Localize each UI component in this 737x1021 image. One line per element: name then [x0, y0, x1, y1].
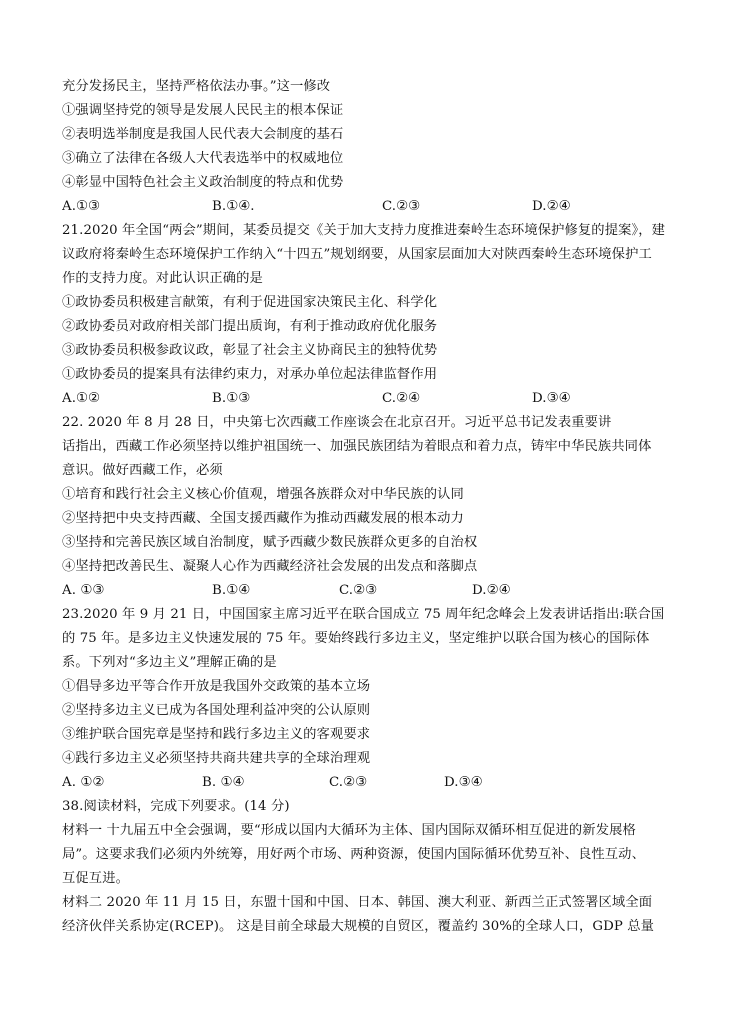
- q20-option-2: ②表明选举制度是我国人民代表大会制度的基石: [62, 127, 344, 142]
- q21-stem-line-3: 作的支持力度。对此认识正确的是: [62, 271, 263, 286]
- answer-a: A. ①②: [62, 775, 105, 790]
- material-1-line-3: 互促互进。: [62, 871, 129, 886]
- answer-a: A.①③: [62, 199, 101, 214]
- answer-d: D.②④: [472, 583, 511, 598]
- material-1-line-1: 材料一 十九届五中全会强调，要“形成以国内大循环为主体、国内国际双循环相互促进的新发展格: [62, 823, 636, 838]
- material-2-line-1: 材料二 2020 年 11 月 15 日，东盟十国和中国、日本、韩国、澳大利亚、新西兰正式签署区域全面: [62, 895, 653, 910]
- q20-option-4: ④彰显中国特色社会主义政治制度的特点和优势: [62, 175, 344, 190]
- answer-c: C.②③: [329, 775, 368, 790]
- q20-stem-line: 充分发扬民主，坚持严格依法办事。”这一修改: [62, 79, 331, 94]
- q23-option-2: ②坚持多边主义已成为各国处理利益冲突的公认原则: [62, 703, 371, 718]
- answer-b: B.①④: [212, 583, 251, 598]
- q22-option-3: ③坚持和完善民族区域自治制度，赋予西藏少数民族群众更多的自治权: [62, 535, 478, 550]
- q23-stem-line-3: 系。下列对“多边主义”理解正确的是: [62, 655, 277, 670]
- q23-stem-line-2: 的 75 年。是多边主义快速发展的 75 年。要始终践行多边主义，坚定维护以联合国为核心的国际体: [62, 631, 650, 646]
- material-2-line-2: 经济伙伴关系协定(RCEP)。 这是目前全球最大规模的自贸区，覆盖约 30%的全球人口，GDP 总量: [62, 919, 655, 934]
- answer-d: D.③④: [532, 391, 571, 406]
- q23-option-3: ③维护联合国宪章是坚持和践行多边主义的客观要求: [62, 727, 371, 742]
- q22-option-2: ②坚持把中央支持西藏、全国支援西藏作为推动西藏发展的根本动力: [62, 511, 464, 526]
- answer-c: C.②③: [339, 583, 378, 598]
- q21-stem-line-2: 议政府将秦岭生态环境保护工作纳入“十四五”规划纲要，从国家层面加大对陕西秦岭生态环境保护工: [62, 247, 652, 262]
- q22-option-4: ④坚持把改善民生、凝聚人心作为西藏经济社会发展的出发点和落脚点: [62, 559, 478, 574]
- answer-b: B.①③: [212, 391, 251, 406]
- q21-option-2: ②政协委员对政府相关部门提出质询，有利于推动政府优化服务: [62, 319, 438, 334]
- answer-c: C.②④: [382, 391, 421, 406]
- q21-option-3: ③政协委员积极参政议政，彰显了社会主义协商民主的独特优势: [62, 343, 438, 358]
- answer-d: D.②④: [532, 199, 571, 214]
- q20-option-1: ①强调坚持党的领导是发展人民民主的根本保证: [62, 103, 344, 118]
- answer-a: A. ①③: [62, 583, 105, 598]
- q23-answers: [62, 771, 677, 795]
- q21-stem-line-1: 21.2020 年全国“两会”期间，某委员提交《关于加大支持力度推进秦岭生态环境保护修复的提案》，建: [62, 223, 666, 238]
- q23-stem-line-1: 23.2020 年 9 月 21 日，中国国家主席习近平在联合国成立 75 周年纪念峰会上发表讲话指出:联合国: [62, 607, 665, 622]
- q23-option-4: ④践行多边主义必须坚持共商共建共享的全球治理观: [62, 751, 371, 766]
- q22-answers: [62, 579, 677, 603]
- q20-option-3: ③确立了法律在各级人大代表选举中的权威地位: [62, 151, 344, 166]
- answer-c: C.②③: [382, 199, 421, 214]
- q22-option-1: ①培育和践行社会主义核心价值观，增强各族群众对中华民族的认同: [62, 487, 464, 502]
- q22-stem-line-2: 话指出，西藏工作必须坚持以维护祖国统一、加强民族团结为着眼点和着力点，铸牢中华民族共同体: [62, 439, 652, 454]
- q21-option-1: ①政协委员积极建言献策，有利于促进国家决策民主化、科学化: [62, 295, 438, 310]
- answer-b: B.①④.: [212, 199, 255, 214]
- answer-b: B. ①④: [202, 775, 245, 790]
- answer-d: D.③④: [444, 775, 483, 790]
- q21-answers: [62, 387, 677, 411]
- q23-option-1: ①倡导多边平等合作开放是我国外交政策的基本立场: [62, 679, 371, 694]
- q20-answers: [62, 195, 677, 219]
- q22-stem-line-1: 22. 2020 年 8 月 28 日，中央第七次西藏工作座谈会在北京召开。习近平总书记发表重要讲: [62, 415, 612, 430]
- material-1-line-2: 局”。这要求我们必须内外统筹，用好两个市场、两种资源，使国内国际循环优势互补、良性互动、: [62, 847, 645, 862]
- answer-a: A.①②: [62, 391, 101, 406]
- page-content: [62, 75, 677, 939]
- q21-option-4: ①政协委员的提案具有法律约束力，对承办单位起法律监督作用: [62, 367, 438, 382]
- q22-stem-line-3: 意识。做好西藏工作，必须: [62, 463, 223, 478]
- q38-heading: 38.阅读材料，完成下列要求。(14 分): [62, 799, 290, 814]
